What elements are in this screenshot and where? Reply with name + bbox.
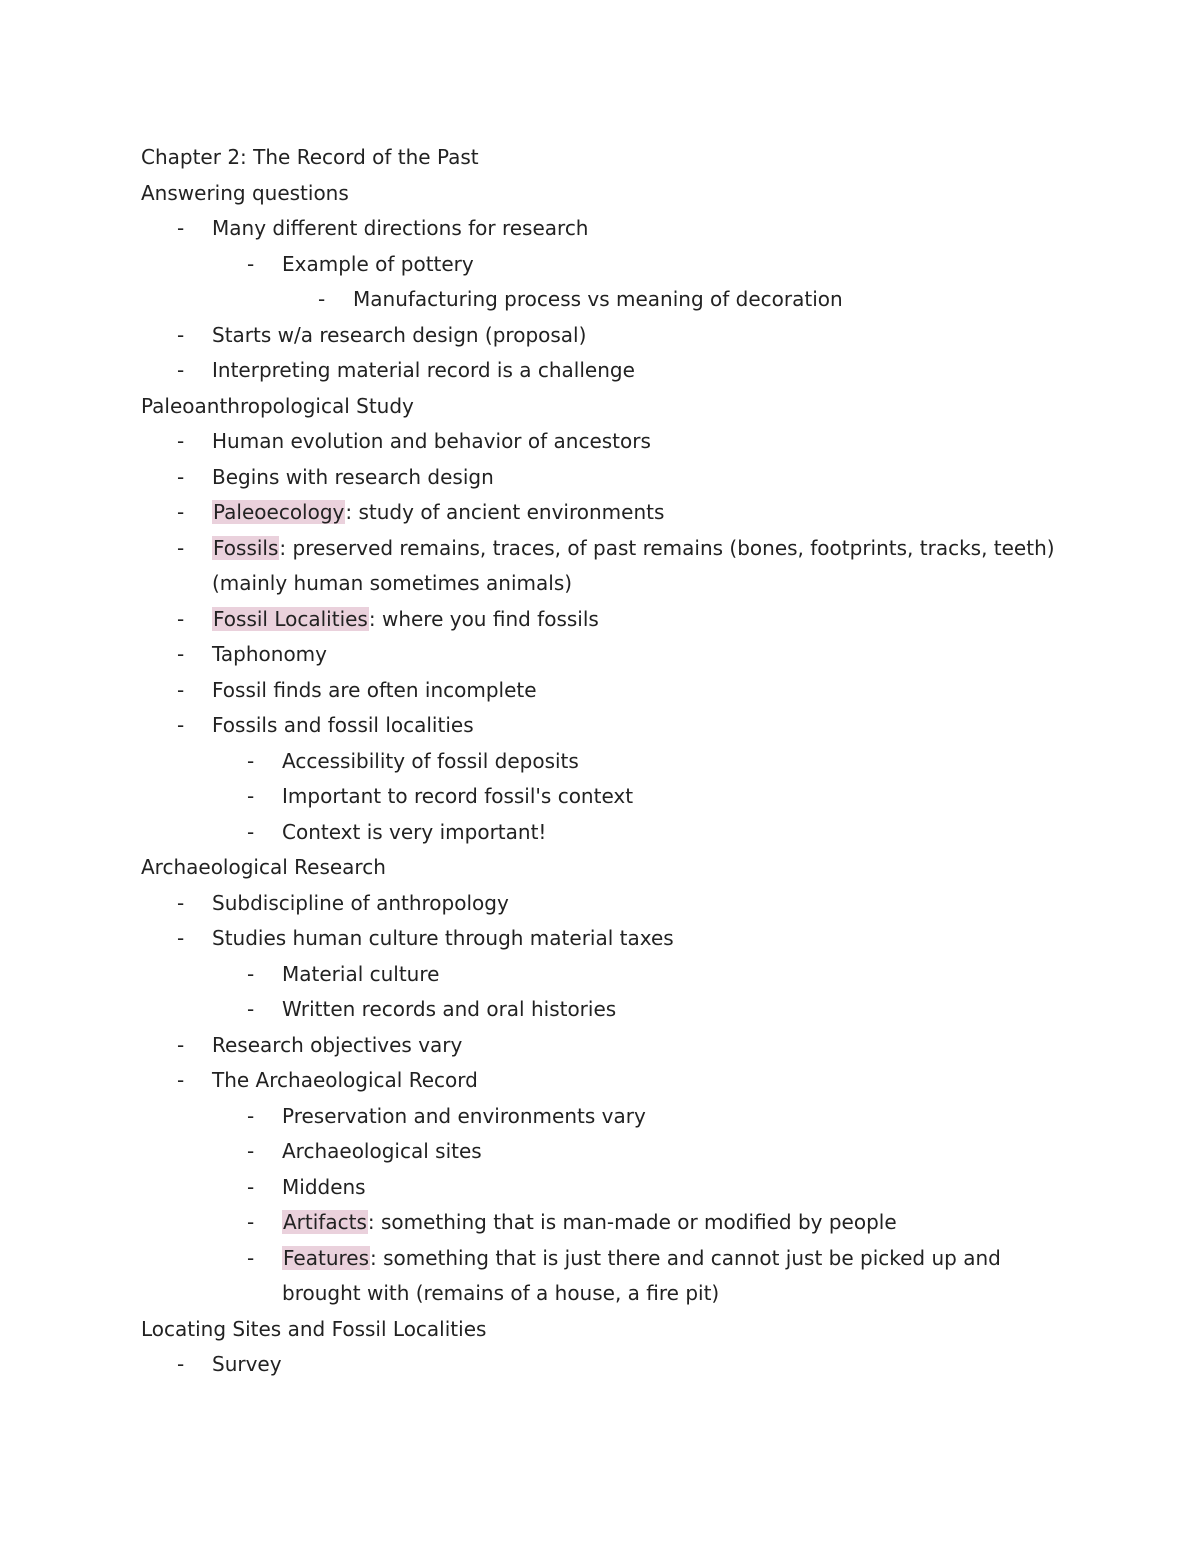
bullet-dash: - xyxy=(247,748,255,773)
bullet-dash: - xyxy=(177,535,185,560)
bullet-dash: - xyxy=(177,1352,185,1376)
list-item: - Archaeological sites xyxy=(141,1134,1140,1170)
bullet-dash: - xyxy=(177,1032,185,1057)
bullet-dash: - xyxy=(247,1210,255,1234)
bullet-dash: - xyxy=(177,216,185,240)
section-heading-paleoanthropological: Paleoanthropological Study xyxy=(141,393,414,418)
list-item: - Studies human culture through material taxes xyxy=(141,921,1140,957)
bullet-dash: - xyxy=(177,926,185,950)
list-item-continuation: (mainly human sometimes animals) xyxy=(212,571,573,595)
list-item: - Human evolution and behavior of ancestors xyxy=(141,424,1140,460)
list-item: - Begins with research design xyxy=(141,460,1140,496)
bullet-dash: - xyxy=(247,1103,255,1128)
bullet-dash: - xyxy=(318,287,326,311)
bullet-dash: - xyxy=(177,429,185,453)
list-item: - Middens xyxy=(141,1170,1140,1206)
list-item: - Artifacts: something that is man-made or modified by people xyxy=(141,1205,1140,1241)
bullet-dash: - xyxy=(247,1139,255,1163)
list-item: - Fossils: preserved remains, traces, of past remains (bones, footprints, tracks, teeth) xyxy=(141,531,1140,567)
bullet-dash: - xyxy=(247,997,255,1021)
bullet-dash: - xyxy=(177,677,185,702)
highlighted-term: Fossil Localities xyxy=(213,606,368,631)
bullet-dash: - xyxy=(177,322,185,347)
list-item: - Features: something that is just there and cannot just be picked up and xyxy=(141,1241,1140,1277)
list-item: - The Archaeological Record xyxy=(141,1063,1140,1099)
list-item: - Fossil Localities: where you find fossils xyxy=(141,602,1140,638)
list-item: - Subdiscipline of anthropology xyxy=(141,886,1140,922)
highlighted-term: Fossils xyxy=(213,535,279,560)
list-item: - Written records and oral histories xyxy=(141,992,1140,1028)
list-item: - Accessibility of fossil deposits xyxy=(141,744,1140,780)
list-item: - Many different directions for research xyxy=(141,211,1140,247)
page-title: Chapter 2: The Record of the Past xyxy=(141,145,479,169)
section-heading-archaeological: Archaeological Research xyxy=(141,855,386,879)
bullet-dash: - xyxy=(177,1068,185,1092)
notes-body xyxy=(141,140,1140,1383)
list-item: - Interpreting material record is a challenge xyxy=(141,353,1140,389)
bullet-dash: - xyxy=(247,1245,255,1270)
highlighted-term: Paleoecology xyxy=(213,500,345,524)
bullet-dash: - xyxy=(247,961,255,986)
list-item: - Taphonomy xyxy=(141,637,1140,673)
list-item: - Context is very important! xyxy=(141,815,1140,851)
list-item-continuation: brought with (remains of a house, a fire pit) xyxy=(282,1281,720,1305)
bullet-dash: - xyxy=(177,464,185,489)
highlighted-term: Features xyxy=(283,1245,369,1270)
section-heading-locating: Locating Sites and Fossil Localities xyxy=(141,1316,487,1341)
bullet-dash: - xyxy=(247,819,255,844)
list-item: - Paleoecology: study of ancient environments xyxy=(141,495,1140,531)
bullet-dash: - xyxy=(247,1174,255,1199)
list-item: - Material culture xyxy=(141,957,1140,993)
bullet-dash: - xyxy=(247,251,255,276)
list-item: - Example of pottery xyxy=(141,247,1140,283)
list-item: - Fossil finds are often incomplete xyxy=(141,673,1140,709)
list-item: - Manufacturing process vs meaning of decoration xyxy=(141,282,1140,318)
list-item: - Preservation and environments vary xyxy=(141,1099,1140,1135)
list-item: - Fossils and fossil localities xyxy=(141,708,1140,744)
list-item: - Survey xyxy=(141,1347,1140,1383)
highlighted-term: Artifacts xyxy=(283,1210,367,1234)
list-item: - Starts w/a research design (proposal) xyxy=(141,318,1140,354)
list-item: - Important to record fossil's context xyxy=(141,779,1140,815)
bullet-dash: - xyxy=(177,642,185,666)
section-heading-answering: Answering questions xyxy=(141,180,349,205)
bullet-dash: - xyxy=(247,784,255,808)
bullet-dash: - xyxy=(177,713,185,737)
bullet-dash: - xyxy=(177,890,185,915)
bullet-dash: - xyxy=(177,500,185,524)
bullet-dash: - xyxy=(177,606,185,631)
bullet-dash: - xyxy=(177,358,185,382)
list-item: - Research objectives vary xyxy=(141,1028,1140,1064)
